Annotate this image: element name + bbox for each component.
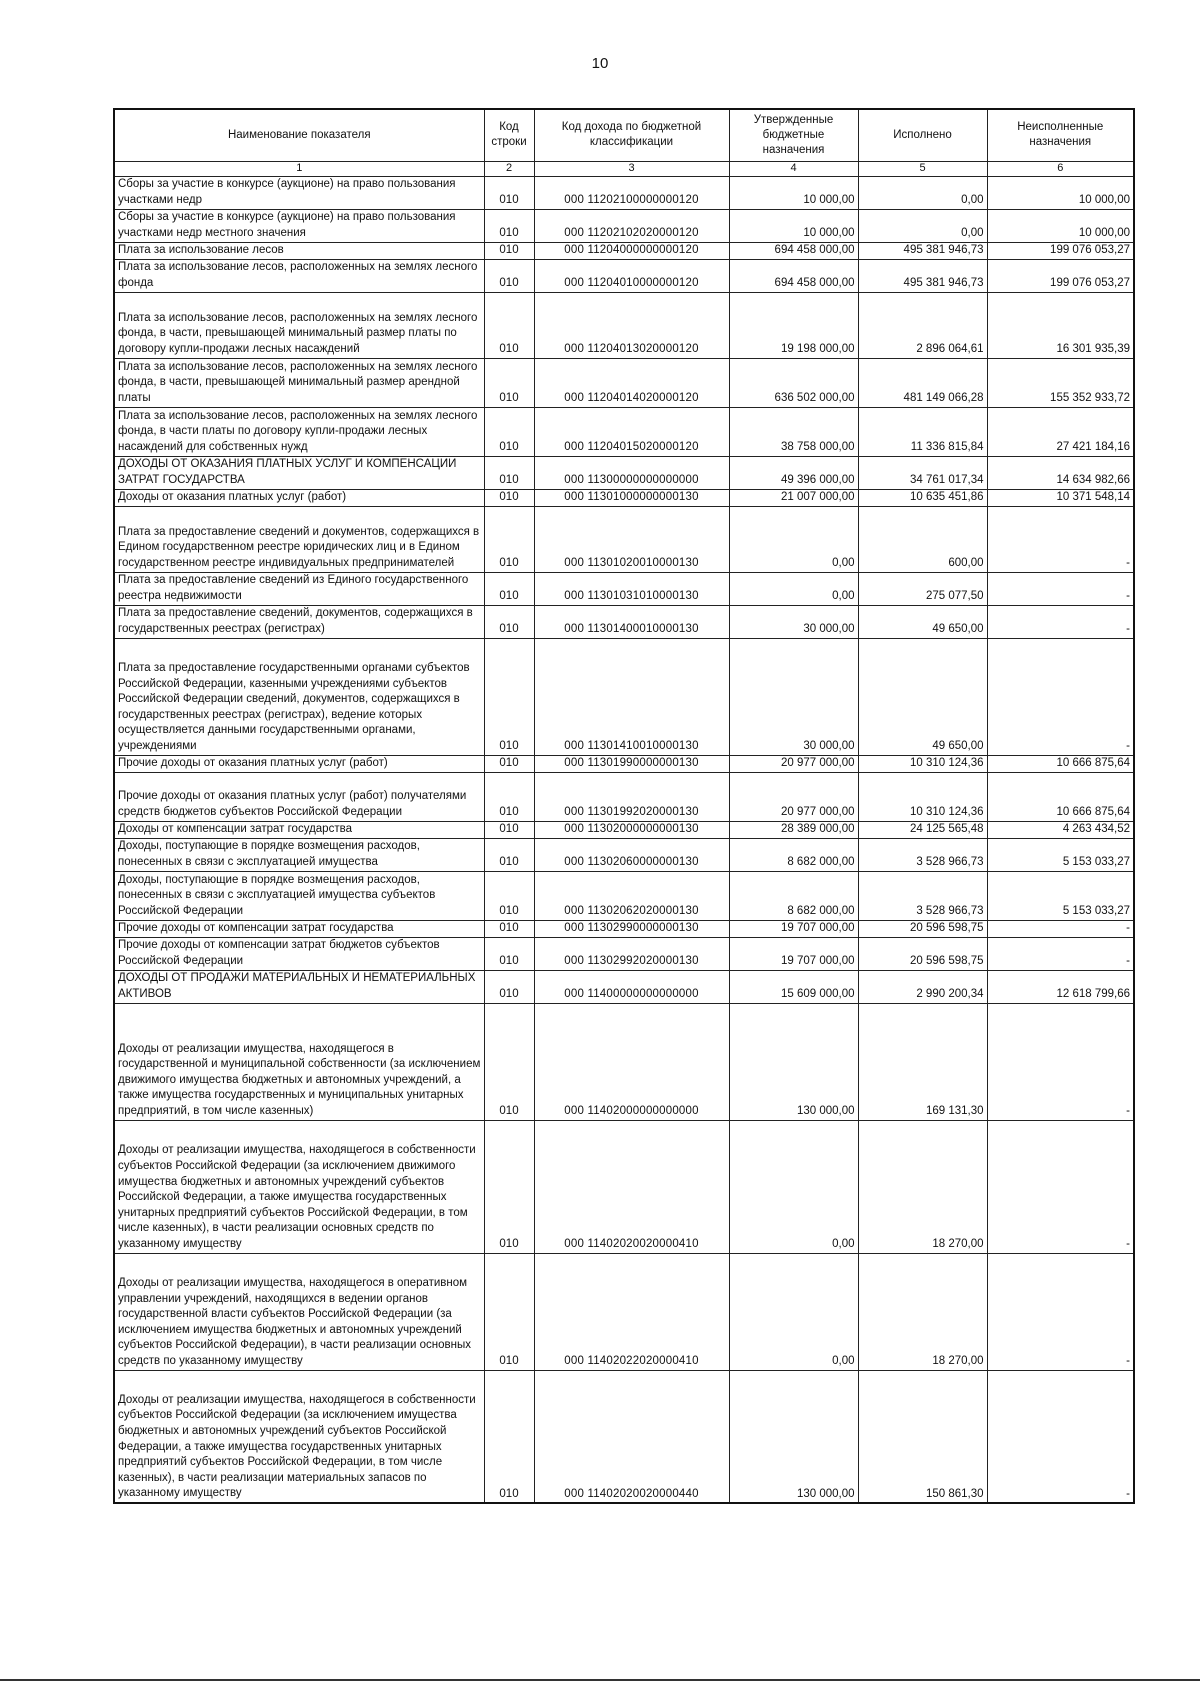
- row-name: Прочие доходы от оказания платных услуг (работ) получателями средств бюджетов субъектов Российской Федерации: [114, 772, 484, 821]
- row-executed: 20 596 598,75: [858, 937, 987, 970]
- row-executed: 3 528 966,73: [858, 871, 987, 920]
- row-executed: 0,00: [858, 209, 987, 242]
- row-name: Доходы от оказания платных услуг (работ): [114, 489, 484, 506]
- row-name: Доходы от реализации имущества, находящегося в государственной и муниципальной собственности (за исключением движимого имущества бюджетных и автономных учреждений, а также имущества государственных и муниципальных унитарных предприятий, в том числе казенных): [114, 1003, 484, 1120]
- row-line-code: 010: [484, 772, 534, 821]
- row-unexecuted: -: [987, 605, 1134, 638]
- row-name: Доходы от реализации имущества, находящегося в собственности субъектов Российской Федерации (за исключением имущества бюджетных и автономных учреждений субъектов Российской Федерации, а также имущества государственных унитарных предприятий субъектов Российской Федерации, в том числе казенных), в части реализации материальных запасов по указанному имуществу: [114, 1370, 484, 1503]
- row-name: Прочие доходы от оказания платных услуг (работ): [114, 755, 484, 772]
- row-unexecuted: 155 352 933,72: [987, 358, 1134, 407]
- row-name: Плата за предоставление сведений, документов, содержащихся в государственных реестрах (регистрах): [114, 605, 484, 638]
- budget-execution-table: [113, 108, 1135, 1504]
- row-line-code: 010: [484, 871, 534, 920]
- row-unexecuted: 10 000,00: [987, 209, 1134, 242]
- row-line-code: 010: [484, 572, 534, 605]
- row-name: Сборы за участие в конкурсе (аукционе) на право пользования участками недр местного значения: [114, 209, 484, 242]
- row-executed: 10 310 124,36: [858, 772, 987, 821]
- row-approved: 0,00: [729, 1120, 858, 1253]
- row-approved: 15 609 000,00: [729, 970, 858, 1003]
- row-income-code: 000 11302060000000130: [534, 838, 729, 871]
- row-approved: 8 682 000,00: [729, 871, 858, 920]
- row-name: Плата за использование лесов: [114, 242, 484, 259]
- row-approved: 49 396 000,00: [729, 456, 858, 489]
- row-unexecuted: 199 076 053,27: [987, 259, 1134, 292]
- row-executed: 3 528 966,73: [858, 838, 987, 871]
- table-row: [114, 920, 1134, 937]
- row-name: Плата за предоставление сведений из Единого государственного реестра недвижимости: [114, 572, 484, 605]
- column-number: 6: [987, 161, 1134, 176]
- table-row: [114, 489, 1134, 506]
- row-income-code: 000 11202100000000120: [534, 176, 729, 209]
- row-income-code: 000 11302990000000130: [534, 920, 729, 937]
- row-approved: 694 458 000,00: [729, 259, 858, 292]
- row-approved: 19 707 000,00: [729, 920, 858, 937]
- row-name: Прочие доходы от компенсации затрат государства: [114, 920, 484, 937]
- row-line-code: 010: [484, 920, 534, 937]
- row-executed: 18 270,00: [858, 1120, 987, 1253]
- table-row: [114, 821, 1134, 838]
- table-row: [114, 176, 1134, 209]
- table-row: [114, 937, 1134, 970]
- table-row: [114, 638, 1134, 755]
- row-unexecuted: 12 618 799,66: [987, 970, 1134, 1003]
- row-name: Плата за предоставление сведений и документов, содержащихся в Едином государственном реестре юридических лиц и в Едином государственном реестре индивидуальных предпринимателей: [114, 506, 484, 572]
- row-approved: 0,00: [729, 572, 858, 605]
- page-number: 10: [591, 55, 609, 72]
- row-approved: 130 000,00: [729, 1370, 858, 1503]
- table-row: [114, 1370, 1134, 1503]
- header-approved: Утвержденные бюджетные назначения: [729, 109, 858, 161]
- row-executed: 150 861,30: [858, 1370, 987, 1503]
- row-income-code: 000 11204014020000120: [534, 358, 729, 407]
- row-income-code: 000 11301000000000130: [534, 489, 729, 506]
- table-row: [114, 407, 1134, 456]
- row-executed: 600,00: [858, 506, 987, 572]
- row-unexecuted: -: [987, 1003, 1134, 1120]
- row-income-code: 000 11301990000000130: [534, 755, 729, 772]
- column-number: 3: [534, 161, 729, 176]
- row-unexecuted: -: [987, 1120, 1134, 1253]
- row-name: Прочие доходы от компенсации затрат бюджетов субъектов Российской Федерации: [114, 937, 484, 970]
- row-approved: 20 977 000,00: [729, 772, 858, 821]
- row-income-code: 000 11400000000000000: [534, 970, 729, 1003]
- row-executed: 495 381 946,73: [858, 259, 987, 292]
- row-line-code: 010: [484, 176, 534, 209]
- row-unexecuted: 199 076 053,27: [987, 242, 1134, 259]
- row-unexecuted: -: [987, 638, 1134, 755]
- table-row: [114, 456, 1134, 489]
- table-row: [114, 358, 1134, 407]
- row-approved: 19 198 000,00: [729, 292, 858, 358]
- row-name: Доходы от компенсации затрат государства: [114, 821, 484, 838]
- column-number-row: [114, 161, 1134, 176]
- row-income-code: 000 11301031010000130: [534, 572, 729, 605]
- table-row: [114, 1253, 1134, 1370]
- row-executed: 2 896 064,61: [858, 292, 987, 358]
- row-line-code: 010: [484, 1003, 534, 1120]
- row-approved: 0,00: [729, 506, 858, 572]
- row-executed: 0,00: [858, 176, 987, 209]
- header-unexecuted: Неисполненные назначения: [987, 109, 1134, 161]
- page-bottom-rule: [0, 1679, 1200, 1681]
- row-income-code: 000 11302992020000130: [534, 937, 729, 970]
- row-income-code: 000 11402022020000410: [534, 1253, 729, 1370]
- row-unexecuted: -: [987, 1370, 1134, 1503]
- column-number: 4: [729, 161, 858, 176]
- table-body: [114, 176, 1134, 1503]
- row-name: Доходы, поступающие в порядке возмещения расходов, понесенных в связи с эксплуатацией имущества субъектов Российской Федерации: [114, 871, 484, 920]
- table-row: [114, 1003, 1134, 1120]
- row-income-code: 000 11204000000000120: [534, 242, 729, 259]
- row-unexecuted: 5 153 033,27: [987, 871, 1134, 920]
- row-line-code: 010: [484, 259, 534, 292]
- row-unexecuted: 10 000,00: [987, 176, 1134, 209]
- row-income-code: 000 11301020010000130: [534, 506, 729, 572]
- column-number: 1: [114, 161, 484, 176]
- row-line-code: 010: [484, 755, 534, 772]
- row-unexecuted: 16 301 935,39: [987, 292, 1134, 358]
- row-income-code: 000 11301410010000130: [534, 638, 729, 755]
- row-line-code: 010: [484, 1253, 534, 1370]
- row-unexecuted: -: [987, 1253, 1134, 1370]
- row-income-code: 000 11301992020000130: [534, 772, 729, 821]
- row-line-code: 010: [484, 1120, 534, 1253]
- table-row: [114, 209, 1134, 242]
- row-approved: 30 000,00: [729, 605, 858, 638]
- row-name: Плата за использование лесов, расположенных на землях лесного фонда: [114, 259, 484, 292]
- row-name: Сборы за участие в конкурсе (аукционе) на право пользования участками недр: [114, 176, 484, 209]
- row-approved: 28 389 000,00: [729, 821, 858, 838]
- row-line-code: 010: [484, 838, 534, 871]
- row-income-code: 000 11402020020000440: [534, 1370, 729, 1503]
- row-line-code: 010: [484, 1370, 534, 1503]
- row-executed: 495 381 946,73: [858, 242, 987, 259]
- row-income-code: 000 11204015020000120: [534, 407, 729, 456]
- row-income-code: 000 11300000000000000: [534, 456, 729, 489]
- table-header-row: [114, 109, 1134, 161]
- row-name: ДОХОДЫ ОТ ОКАЗАНИЯ ПЛАТНЫХ УСЛУГ И КОМПЕНСАЦИИ ЗАТРАТ ГОСУДАРСТВА: [114, 456, 484, 489]
- row-executed: 24 125 565,48: [858, 821, 987, 838]
- row-income-code: 000 11402000000000000: [534, 1003, 729, 1120]
- row-executed: 2 990 200,34: [858, 970, 987, 1003]
- row-line-code: 010: [484, 358, 534, 407]
- row-executed: 34 761 017,34: [858, 456, 987, 489]
- row-approved: 8 682 000,00: [729, 838, 858, 871]
- table-row: [114, 838, 1134, 871]
- row-approved: 20 977 000,00: [729, 755, 858, 772]
- row-name: Доходы, поступающие в порядке возмещения расходов, понесенных в связи с эксплуатацией имущества: [114, 838, 484, 871]
- row-name: Плата за использование лесов, расположенных на землях лесного фонда, в части платы по договору купли-продажи лесных насаждений для собственных нужд: [114, 407, 484, 456]
- row-line-code: 010: [484, 970, 534, 1003]
- row-approved: 636 502 000,00: [729, 358, 858, 407]
- row-line-code: 010: [484, 489, 534, 506]
- header-indicator-name: Наименование показателя: [114, 109, 484, 161]
- row-line-code: 010: [484, 242, 534, 259]
- row-unexecuted: -: [987, 572, 1134, 605]
- row-executed: 11 336 815,84: [858, 407, 987, 456]
- table-row: [114, 605, 1134, 638]
- row-name: Плата за предоставление государственными органами субъектов Российской Федерации, казенными учреждениями субъектов Российской Федерации сведений, документов, содержащихся в государственных реестрах (регистрах), ведение которых осуществляется данными государственными органами, учреждениями: [114, 638, 484, 755]
- row-approved: 130 000,00: [729, 1003, 858, 1120]
- row-executed: 275 077,50: [858, 572, 987, 605]
- row-executed: 49 650,00: [858, 605, 987, 638]
- row-income-code: 000 11402020020000410: [534, 1120, 729, 1253]
- row-income-code: 000 11302062020000130: [534, 871, 729, 920]
- column-number: 2: [484, 161, 534, 176]
- header-income-code: Код дохода по бюджетной классификации: [534, 109, 729, 161]
- row-executed: 169 131,30: [858, 1003, 987, 1120]
- row-executed: 481 149 066,28: [858, 358, 987, 407]
- row-name: Плата за использование лесов, расположенных на землях лесного фонда, в части, превышающей минимальный размер платы по договору купли-продажи лесных насаждений: [114, 292, 484, 358]
- row-name: Доходы от реализации имущества, находящегося в собственности субъектов Российской Федерации (за исключением движимого имущества бюджетных и автономных учреждений субъектов Российской Федерации, а также имущества государственных унитарных предприятий субъектов Российской Федерации, в том числе казенных), в части реализации основных средств по указанному имуществу: [114, 1120, 484, 1253]
- header-line-code: Код строки: [484, 109, 534, 161]
- row-line-code: 010: [484, 937, 534, 970]
- row-unexecuted: 10 666 875,64: [987, 755, 1134, 772]
- row-income-code: 000 11301400010000130: [534, 605, 729, 638]
- row-executed: 20 596 598,75: [858, 920, 987, 937]
- row-executed: 18 270,00: [858, 1253, 987, 1370]
- row-approved: 0,00: [729, 1253, 858, 1370]
- row-name: Плата за использование лесов, расположенных на землях лесного фонда, в части, превышающей минимальный размер арендной платы: [114, 358, 484, 407]
- row-income-code: 000 11302000000000130: [534, 821, 729, 838]
- row-unexecuted: 10 371 548,14: [987, 489, 1134, 506]
- row-unexecuted: 4 263 434,52: [987, 821, 1134, 838]
- table-row: [114, 755, 1134, 772]
- row-approved: 10 000,00: [729, 176, 858, 209]
- table-row: [114, 506, 1134, 572]
- table-row: [114, 871, 1134, 920]
- row-approved: 19 707 000,00: [729, 937, 858, 970]
- row-unexecuted: 27 421 184,16: [987, 407, 1134, 456]
- header-executed: Исполнено: [858, 109, 987, 161]
- row-line-code: 010: [484, 821, 534, 838]
- row-unexecuted: 10 666 875,64: [987, 772, 1134, 821]
- table-row: [114, 970, 1134, 1003]
- row-line-code: 010: [484, 407, 534, 456]
- row-unexecuted: 5 153 033,27: [987, 838, 1134, 871]
- row-income-code: 000 11204013020000120: [534, 292, 729, 358]
- row-unexecuted: -: [987, 506, 1134, 572]
- row-line-code: 010: [484, 638, 534, 755]
- row-approved: 21 007 000,00: [729, 489, 858, 506]
- row-name: ДОХОДЫ ОТ ПРОДАЖИ МАТЕРИАЛЬНЫХ И НЕМАТЕРИАЛЬНЫХ АКТИВОВ: [114, 970, 484, 1003]
- row-approved: 30 000,00: [729, 638, 858, 755]
- row-unexecuted: -: [987, 937, 1134, 970]
- table-row: [114, 292, 1134, 358]
- column-number: 5: [858, 161, 987, 176]
- row-approved: 694 458 000,00: [729, 242, 858, 259]
- row-line-code: 010: [484, 209, 534, 242]
- table-row: [114, 1120, 1134, 1253]
- row-line-code: 010: [484, 292, 534, 358]
- row-income-code: 000 11204010000000120: [534, 259, 729, 292]
- row-line-code: 010: [484, 605, 534, 638]
- table-row: [114, 242, 1134, 259]
- row-executed: 10 635 451,86: [858, 489, 987, 506]
- row-line-code: 010: [484, 506, 534, 572]
- row-name: Доходы от реализации имущества, находящегося в оперативном управлении учреждений, находящихся в ведении органов государственной власти субъектов Российской Федерации (за исключением имущества бюджетных и автономных учреждений субъектов Российской Федерации), в части реализации основных средств по указанному имуществу: [114, 1253, 484, 1370]
- row-unexecuted: 14 634 982,66: [987, 456, 1134, 489]
- row-income-code: 000 11202102020000120: [534, 209, 729, 242]
- row-approved: 10 000,00: [729, 209, 858, 242]
- table-row: [114, 572, 1134, 605]
- table-row: [114, 259, 1134, 292]
- row-approved: 38 758 000,00: [729, 407, 858, 456]
- row-unexecuted: -: [987, 920, 1134, 937]
- table-row: [114, 772, 1134, 821]
- row-executed: 10 310 124,36: [858, 755, 987, 772]
- row-executed: 49 650,00: [858, 638, 987, 755]
- row-line-code: 010: [484, 456, 534, 489]
